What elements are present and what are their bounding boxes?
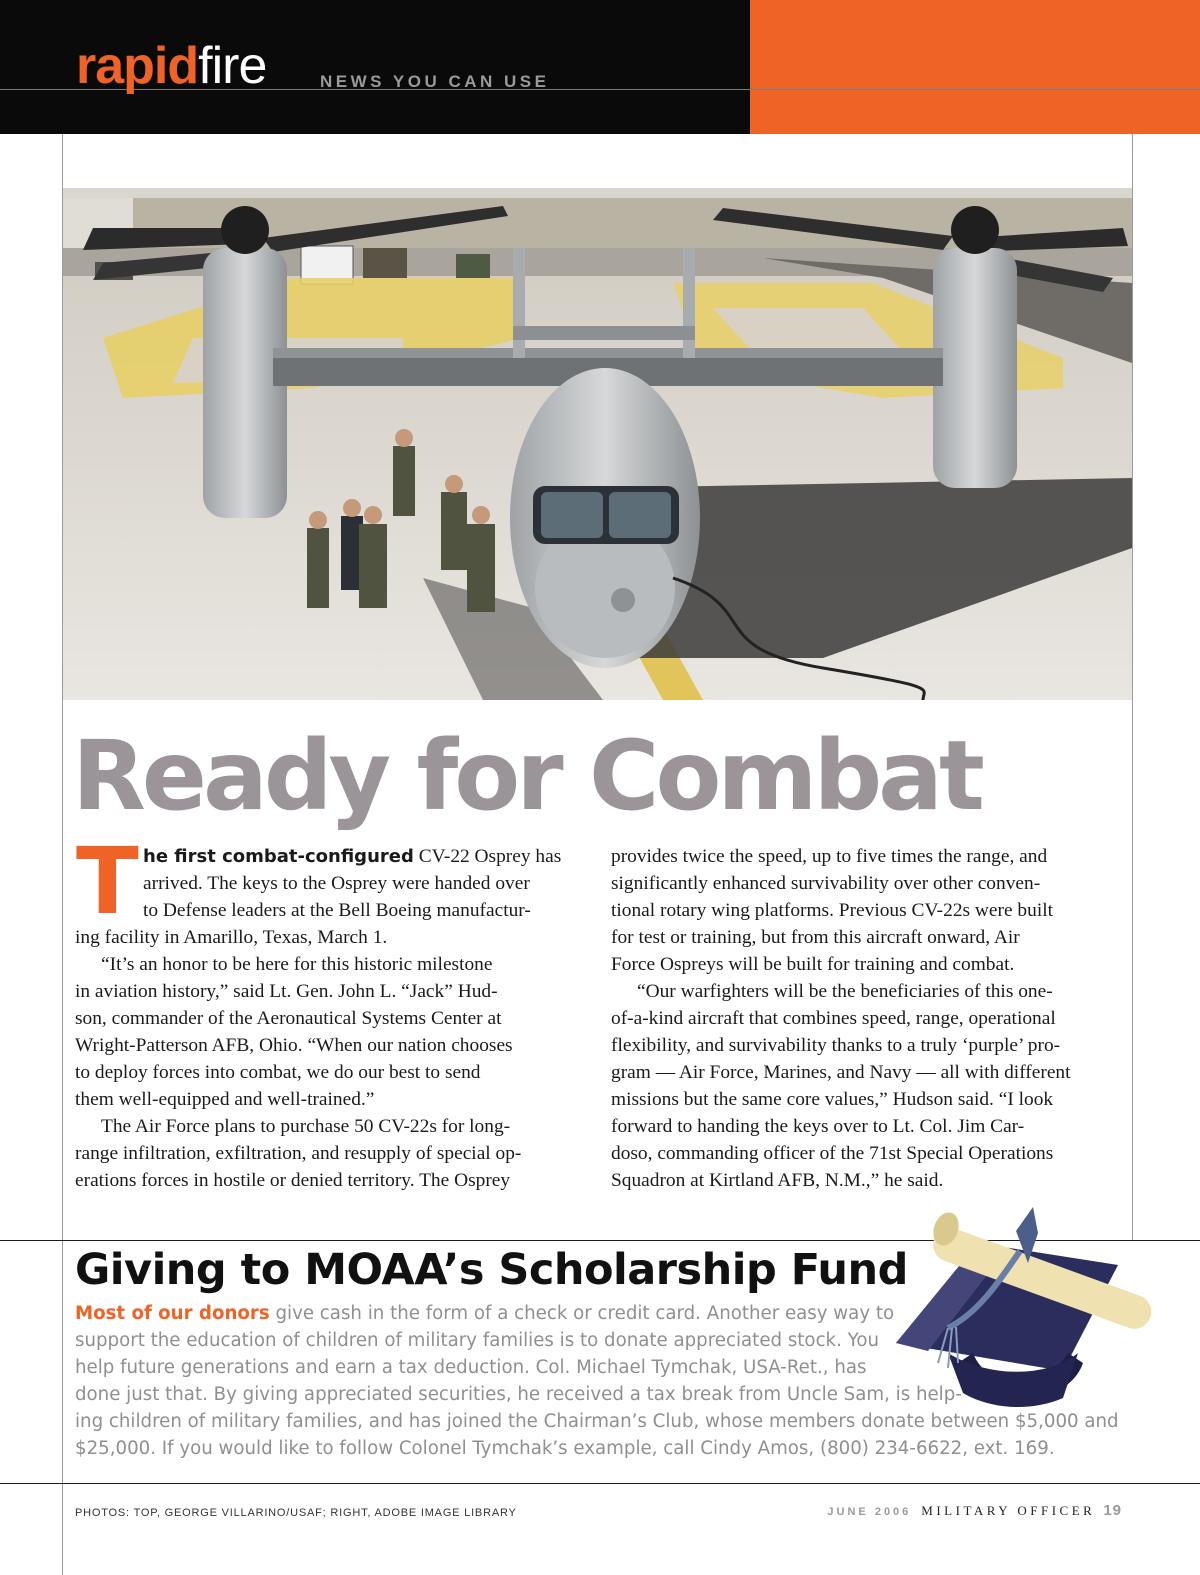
article-line: Wright-Patterson AFB, Ohio. “When our nation chooses [75,1035,513,1056]
article-line: for test or training, but from this aircraft onward, Air [611,927,1020,948]
scholarship-line-text: give cash in the form of a check or credit card. Another easy way to [269,1303,895,1324]
logo-rapid: rapid [76,37,199,95]
article-line: provides twice the speed, up to five times the range, and [611,846,1048,867]
article-line-text: CV-22 Osprey has [413,846,562,867]
scholarship-line: support the education of children of military families is to donate appreciated stock. You [75,1330,880,1351]
logo-fire: fire [198,37,267,95]
article-line: Force Ospreys will be built for training and combat. [611,954,1015,975]
article-line: range infiltration, exfiltration, and resupply of special op- [75,1143,522,1164]
scholarship-title: Giving to MOAA’s Scholarship Fund [75,1245,908,1295]
photo-credits: PHOTOS: TOP, GEORGE VILLARINO/USAF; RIGHT, ADOBE IMAGE LIBRARY [75,1507,517,1519]
article-line: “Our warfighters will be the beneficiaries of this one- [637,981,1053,1002]
article-line [75,843,590,870]
scholarship-lead-in: Most of our donors [75,1303,270,1324]
scholarship-line: $25,000. If you would like to follow Colonel Tymchak’s example, call Cindy Amos, (800) 234-6622, ext. 169. [75,1438,1055,1459]
scholarship-line: ing children of military families, and has joined the Chairman’s Club, whose members donate between $5,000 and [75,1411,1119,1432]
article-column-left [75,828,590,1194]
article-line: doso, commanding officer of the 71st Special Operations [611,1143,1054,1164]
scholarship-line [75,1300,1119,1327]
page-footer [827,1502,1122,1519]
article-line: “It’s an honor to be here for this historic milestone [101,954,493,975]
article-line: gram — Air Force, Marines, and Navy — all with different [611,1062,1071,1083]
article-line: Squadron at Kirtland AFB, N.M.,” he said. [611,1170,944,1191]
article-line: missions but the same core values,” Hudson said. “I look [611,1089,1054,1110]
header-accent-block [750,0,1200,134]
article-line: to Defense leaders at the Bell Boeing manufactur- [143,900,531,921]
article-line: tional rotary wing platforms. Previous CV-22s were built [611,900,1053,921]
footer-divider [0,1483,1200,1484]
article-line: son, commander of the Aeronautical Systems Center at [75,1008,502,1029]
article-line: in aviation history,” said Lt. Gen. John L. “Jack” Hud- [75,981,498,1002]
article-column-right [611,843,1126,1194]
article-line: significantly enhanced survivability over other conven- [611,873,1041,894]
article-line: The Air Force plans to purchase 50 CV-22s for long- [101,1116,511,1137]
article-line: erations forces in hostile or denied territory. The Osprey [75,1170,511,1191]
magazine-name: MILITARY OFFICER [921,1503,1096,1518]
section-logo [76,36,266,96]
section-tagline: NEWS YOU CAN USE [320,72,550,91]
drop-cap: T [76,828,139,935]
scholarship-line: done just that. By giving appreciated securities, he received a tax break from Uncle Sam, is help- [75,1384,962,1405]
article-line: arrived. The keys to the Osprey were handed over [143,873,530,894]
page-frame-right [1132,134,1133,1240]
article-line: ing facility in Amarillo, Texas, March 1. [75,927,388,948]
page-number: 19 [1103,1502,1122,1519]
article-line: forward to handing the keys over to Lt. Col. Jim Car- [611,1116,1025,1137]
article-line: them well-equipped and well-trained.” [75,1089,375,1110]
article-line: to deploy forces into combat, we do our best to send [75,1062,481,1083]
scholarship-line: help future generations and earn a tax deduction. Col. Michael Tymchak, USA-Ret., has [75,1357,867,1378]
issue-date: JUNE 2006 [827,1506,912,1518]
article-line: of-a-kind aircraft that combines speed, range, operational [611,1008,1056,1029]
article-headline: Ready for Combat [72,720,981,832]
article-line: flexibility, and survivability thanks to a truly ‘purple’ pro- [611,1035,1061,1056]
osprey-aircraft-photo [63,188,1132,700]
scholarship-body [75,1300,1119,1462]
article-lead-in: he first combat-configured [143,846,414,867]
